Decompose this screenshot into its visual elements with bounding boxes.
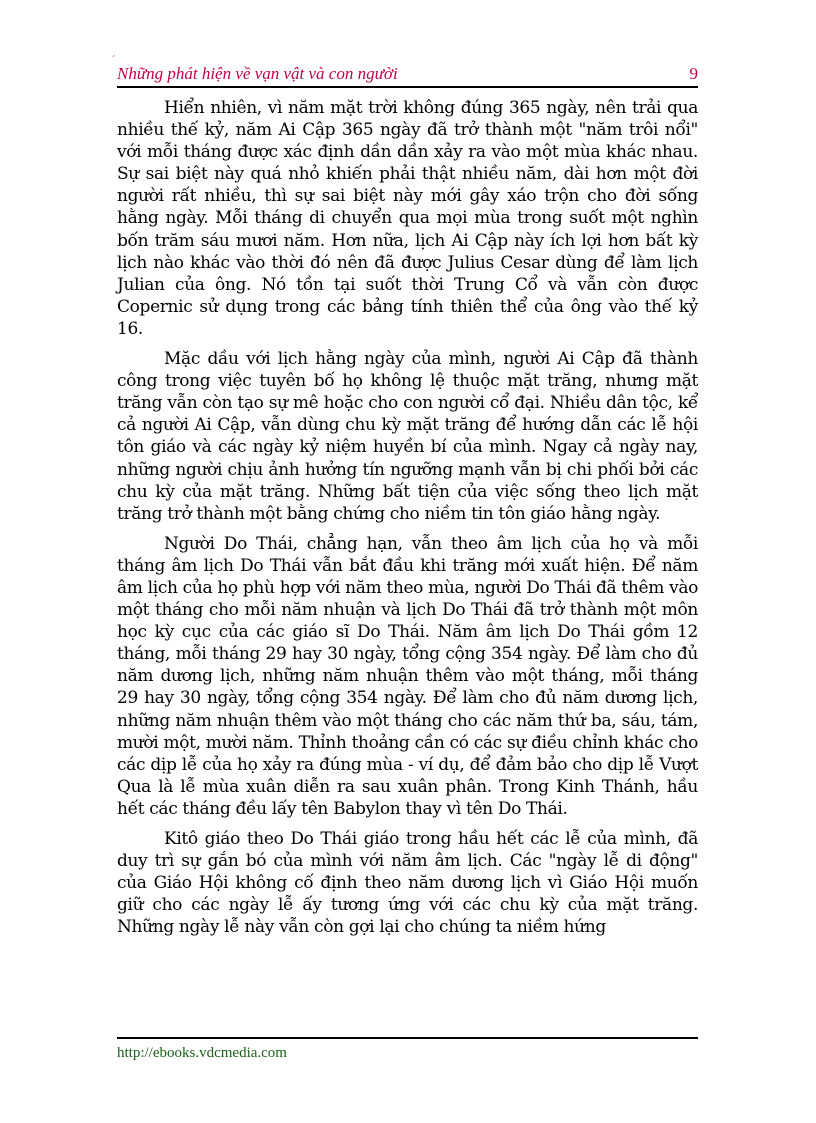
footer-rule (117, 1037, 698, 1039)
corner-mark: ´ (112, 54, 115, 64)
paragraph-2: Mặc dầu với lịch hằng ngày của mình, người Ai Cập đã thành công trong việc tuyên bố họ không lệ thuộc mặt trăng, nhưng mặt trăng vẫn còn tạo sự mê hoặc cho con người cổ đại. Nhiều dân tộc, kể cả người Ai Cập, vẫn dùng chu kỳ mặt trăng để hướng dẫn các lễ hội tôn giáo và các ngày kỷ niệm huyền bí của mình. Ngay cả ngày nay, những người chịu ảnh hưởng tín ngưỡng mạnh vẫn bị chi phối bởi các chu kỳ của mặt trăng. Những bất tiện của việc sống theo lịch mặt trăng trở thành một bằng chứng cho niềm tin tôn giáo hằng ngày. (117, 349, 698, 524)
paragraph-4: Kitô giáo theo Do Thái giáo trong hầu hết các lễ của mình, đã duy trì sự gắn bó của mình với năm âm lịch. Các "ngày lễ di động" của Giáo Hội không cố định theo năm dương lịch vì Giáo Hội muốn giữ cho các ngày lễ ấy tương ứng với các chu kỳ của mặt trăng. Những ngày lễ này vẫn còn gợi lại cho chúng ta niềm hứng (117, 829, 698, 938)
paragraph-1: Hiển nhiên, vì năm mặt trời không đúng 365 ngày, nên trải qua nhiều thế kỷ, năm Ai Cập 365 ngày đã trở thành một "năm trôi nổi" với mỗi tháng được xác định dần dần xảy ra vào một mùa khác nhau. Sự sai biệt này quá nhỏ khiến phải thật nhiều năm, dài hơn một đời người rất nhiều, thì sự sai biệt này mới gây xáo trộn cho đời sống hằng ngày. Mỗi tháng di chuyển qua mọi mùa trong suốt một nghìn bốn trăm sáu mươi năm. Hơn nữa, lịch Ai Cập này ích lợi hơn bất kỳ lịch nào khác vào thời đó nên đã được Julius Cesar dùng để làm lịch Julian của ông. Nó tồn tại suốt thời Trung Cổ và vẫn còn được Copernic sử dụng trong các bảng tính thiên thể của ông vào thế kỷ 16. (117, 98, 698, 339)
header-title: Những phát hiện về vạn vật và con người (117, 64, 398, 83)
paragraph-3: Người Do Thái, chẳng hạn, vẫn theo âm lịch của họ và mỗi tháng âm lịch Do Thái vẫn bắt đầu khi trăng mới xuất hiện. Để năm âm lịch của họ phù hợp với năm theo mùa, người Do Thái đã thêm vào một tháng cho mỗi năm nhuận và lịch Do Thái đã trở thành một môn học kỳ cục của các giáo sĩ Do Thái. Năm âm lịch Do Thái gồm 12 tháng, mỗi tháng 29 hay 30 ngày, tổng cộng 354 ngày. Để làm cho đủ năm dương lịch, những năm nhuận thêm vào một tháng, mỗi tháng 29 hay 30 ngày, tổng cộng 354 ngày. Để làm cho đủ năm dương lịch, những năm nhuận thêm vào một tháng cho các năm thứ ba, sáu, tám, mười một, mười năm. Thỉnh thoảng cần có các sự điều chỉnh khác cho các dịp lễ của họ xảy ra đúng mùa - ví dụ, để đảm bảo cho dịp lễ Vượt Qua là lễ mùa xuân diễn ra sau xuân phân. Trong Kinh Thánh, hầu hết các tháng đều lấy tên Babylon thay vì tên Do Thái. (117, 533, 698, 819)
body-text (117, 97, 698, 946)
page-number: 9 (689, 64, 698, 83)
header-rule (117, 86, 698, 88)
running-header (117, 60, 698, 84)
footer-url[interactable]: http://ebooks.vdcmedia.com (117, 1045, 287, 1061)
